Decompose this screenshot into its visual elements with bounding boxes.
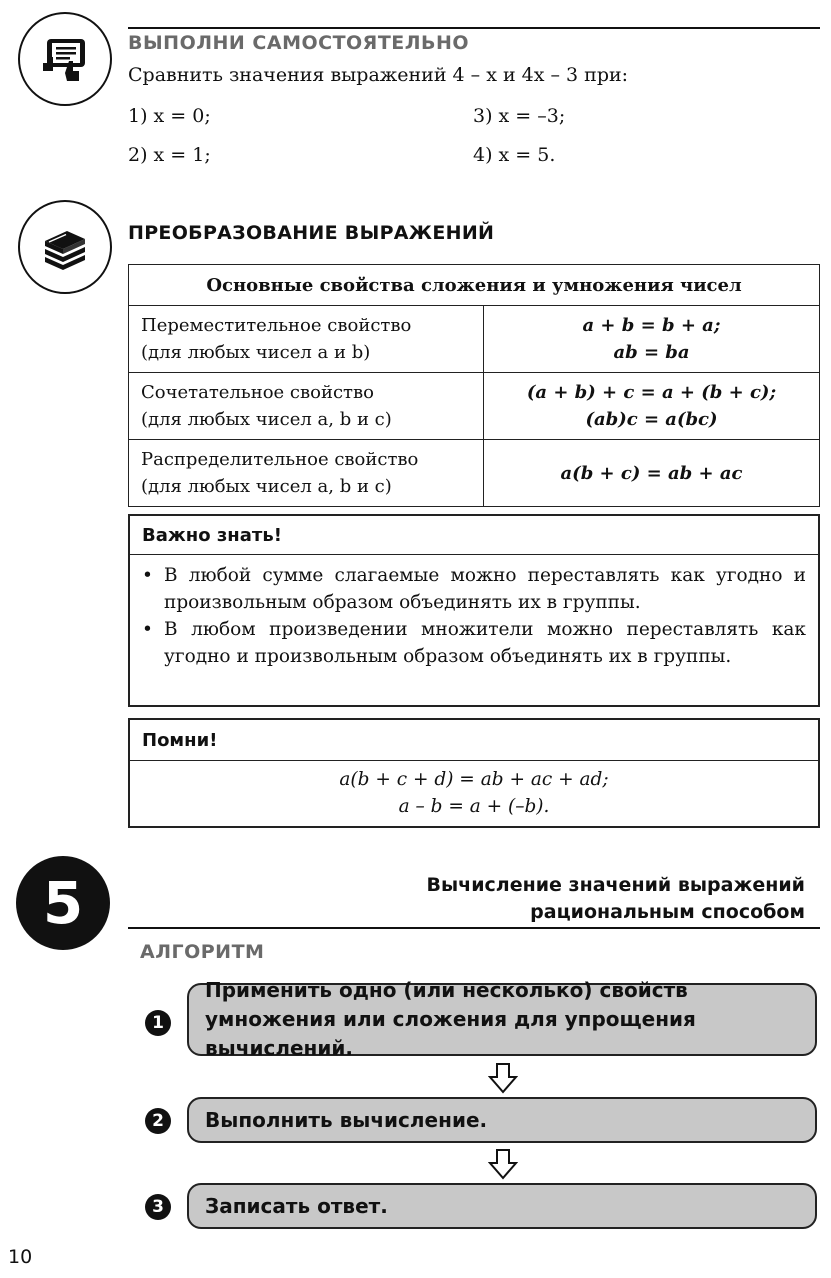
table-header: Основные свойства сложения и умножения чисел <box>129 265 820 306</box>
remember-formula-1: a(b + c + d) = ab + ac + ad; <box>339 769 609 790</box>
section-rule <box>128 27 820 29</box>
books-icon-circle <box>18 200 112 294</box>
property-name: Сочетательное свойство <box>141 382 374 403</box>
table-row <box>129 440 820 507</box>
formula: (ab)c = a(bc) <box>585 409 718 430</box>
table-row <box>129 373 820 440</box>
section-title-independent: ВЫПОЛНИ САМОСТОЯТЕЛЬНО <box>128 32 470 54</box>
books-icon <box>39 221 91 273</box>
section5-title-line1: Вычисление значений выражений <box>426 874 805 896</box>
task-item-3: 3) x = –3; <box>473 105 566 127</box>
step-number-2: 2 <box>145 1108 171 1134</box>
important-list <box>130 555 818 670</box>
tablet-touch-icon-circle <box>18 12 112 106</box>
algorithm-step-2: Выполнить вычисление. <box>187 1097 817 1143</box>
section5-rule <box>128 927 820 929</box>
task-item-2: 2) x = 1; <box>128 144 211 166</box>
task-text: Сравнить значения выражений 4 – x и 4x – 3 при: <box>128 64 629 86</box>
remember-title: Помни! <box>130 720 818 761</box>
remember-formula-2: a – b = a + (–b). <box>398 796 550 817</box>
algorithm-label: АЛГОРИТМ <box>140 941 265 963</box>
properties-table <box>128 264 820 507</box>
property-name: Распределительное свойство <box>141 449 419 470</box>
table-row <box>129 306 820 373</box>
page-number: 10 <box>8 1246 33 1268</box>
algorithm-step-1: Применить одно (или несколько) свойств умножения или сложения для упрощения вычислений. <box>187 983 817 1056</box>
step-number-1: 1 <box>145 1010 171 1036</box>
arrow-down-icon <box>488 1062 518 1094</box>
formula: a(b + c) = ab + ac <box>560 462 743 484</box>
important-box <box>128 514 820 707</box>
tablet-touch-icon <box>39 33 91 85</box>
property-condition: (для любых чисел a, b и c) <box>141 409 392 430</box>
section5-title <box>427 872 806 926</box>
property-name: Переместительное свойство <box>141 315 412 336</box>
section-title-transform: ПРЕОБРАЗОВАНИЕ ВЫРАЖЕНИЙ <box>128 222 495 244</box>
formula: (a + b) + c = a + (b + c); <box>526 382 777 403</box>
important-title: Важно знать! <box>130 516 818 555</box>
property-condition: (для любых чисел a и b) <box>141 342 371 363</box>
property-condition: (для любых чисел a, b и c) <box>141 476 392 497</box>
formula: a + b = b + a; <box>582 315 721 336</box>
section-number-badge: 5 <box>16 856 110 950</box>
arrow-down-icon <box>488 1148 518 1180</box>
step-number-3: 3 <box>145 1194 171 1220</box>
section5-title-line2: рациональным способом <box>530 901 805 923</box>
task-item-1: 1) x = 0; <box>128 105 211 127</box>
algorithm-step-3: Записать ответ. <box>187 1183 817 1229</box>
remember-box <box>128 718 820 828</box>
list-item: • В любом произведении множители можно переставлять как угодно и произвольным образом объединять их в группы. <box>130 616 818 670</box>
task-item-4: 4) x = 5. <box>473 144 556 166</box>
list-item: • В любой сумме слагаемые можно переставлять как угодно и произвольным образом объединять их в группы. <box>130 562 818 616</box>
formula: ab = ba <box>613 342 690 363</box>
